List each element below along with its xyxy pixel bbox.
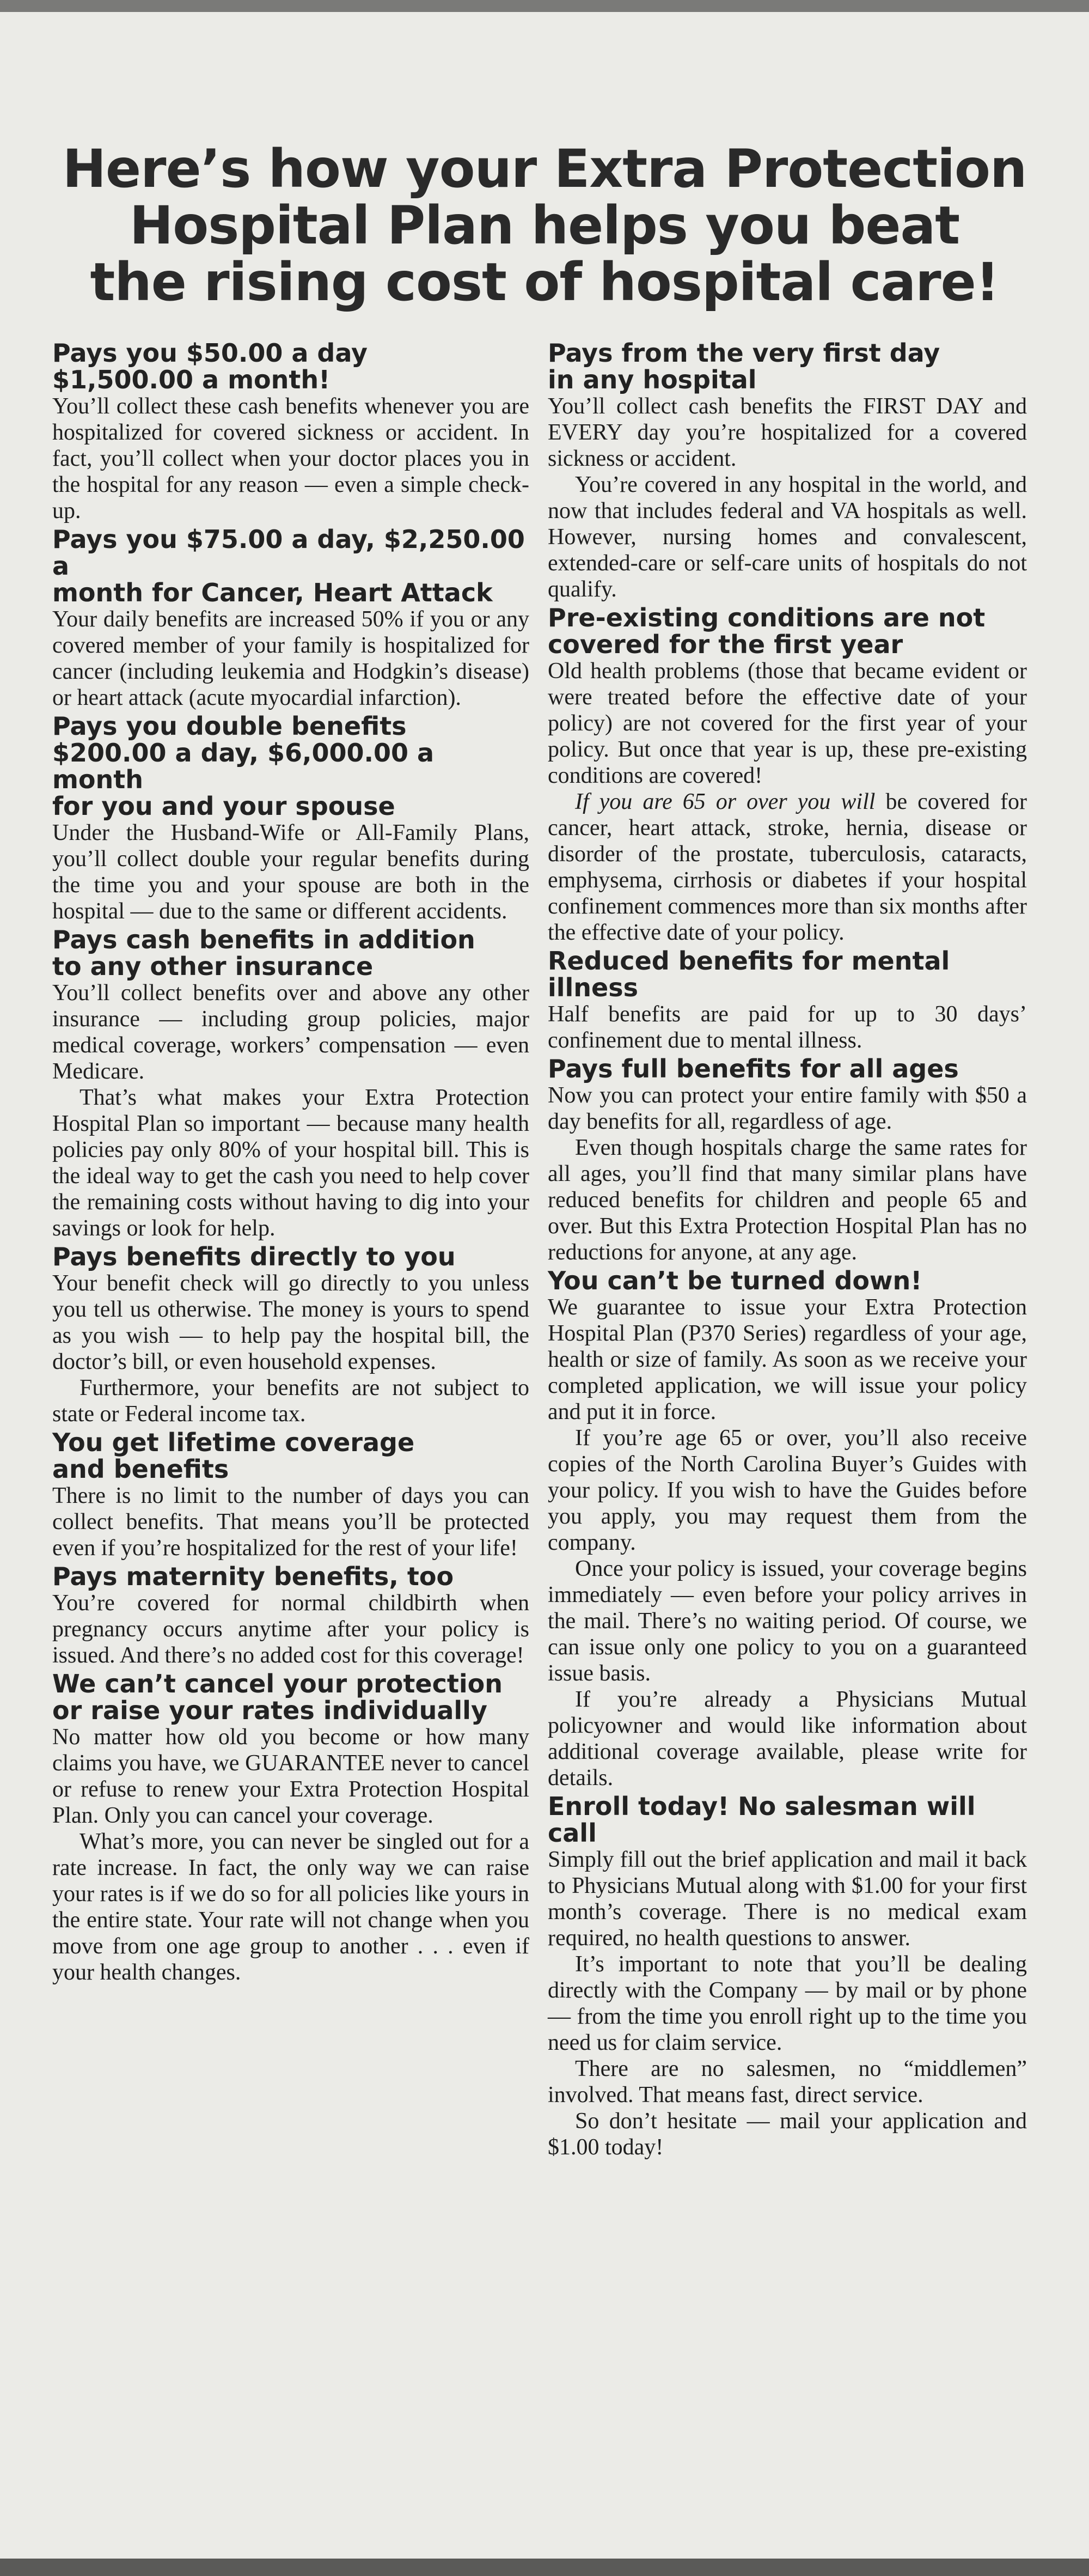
title-line: Hospital Plan helps you beat [129, 195, 960, 256]
section-paragraph: If you are 65 or over you will be covered for cancer, heart attack, stroke, hernia, disease or disorder of the prostate, tuberculosis, cataracts, emphysema, cirrhosis or diabetes if your hospital confinement commences more than six months after the effective date of your policy. [548, 789, 1027, 945]
section-paragraph: You’ll collect benefits over and above any other insurance — including group policies, major medical coverage, workers’ compensation — even Medicare. [52, 981, 529, 1084]
section-heading: Reduced benefits for mental illness [548, 946, 950, 1002]
section-paragraph: That’s what makes your Extra Protection Hospital Plan so important — because many health policies pay only 80% of your hospital bill. This is the ideal way to get the cash you need to help cover the remaining costs without having to dig into your savings or look for help. [52, 1085, 529, 1241]
section-paragraph: Once your policy is issued, your coverage begins immediately — even before your policy arrives in the mail. There’s no waiting period. Of course, we can issue only one policy to you on a guaranteed issue basis. [548, 1556, 1027, 1686]
section-paragraph: If you’re age 65 or over, you’ll also receive copies of the North Carolina Buyer’s Guides with your policy. If you wish to have the Guides before you apply, you may request them from the company. [548, 1426, 1027, 1555]
page-title [22, 138, 1067, 313]
section-other-insurance [52, 927, 529, 1241]
section-heading: Pays maternity benefits, too [52, 1562, 454, 1591]
section-double-benefits [52, 713, 529, 924]
section-heading: Pays benefits directly to you [52, 1242, 456, 1271]
section-heading: Enroll today! No salesman will call [548, 1792, 976, 1848]
section-paragraph: Old health problems (those that became evident or were treated before the effective date of your policy) are not covered for the first year of your policy. But once that year is up, these pre-existing conditions are covered! [548, 659, 1027, 788]
italic-lead: If you are 65 or over you will [575, 789, 876, 814]
section-paragraph: Now you can protect your entire family with $50 a day benefits for all, regardless of age. [548, 1083, 1027, 1134]
section-paragraph: There are no salesmen, no “middlemen” involved. That means fast, direct service. [548, 2056, 1027, 2108]
section-paragraph: Even though hospitals charge the same rates for all ages, you’ll find that many similar plans have reduced benefits for children and people 65 and over. But this Extra Protection Hospital Plan has no reductions for anyone, at any age. [548, 1135, 1027, 1265]
section-paragraph: If you’re already a Physicians Mutual policyowner and would like information about additional coverage available, please write for details. [548, 1687, 1027, 1791]
section-paragraph: Half benefits are paid for up to 30 days’ confinement due to mental illness. [548, 1002, 1027, 1053]
right-column [548, 338, 1027, 2160]
section-no-cancel [52, 1671, 529, 1986]
section-lifetime-coverage [52, 1429, 529, 1561]
section-heading: You get lifetime coverage and benefits [52, 1428, 415, 1484]
section-paragraph: Furthermore, your benefits are not subject to state or Federal income tax. [52, 1375, 529, 1427]
section-paragraph: You’ll collect these cash benefits whenever you are hospitalized for covered sickness or accident. In fact, you’ll collect when your doctor places you in the hospital for any reason — even a simple check-up. [52, 394, 529, 523]
section-first-day [548, 340, 1027, 602]
section-heading: You can’t be turned down! [548, 1266, 922, 1295]
section-paragraph: It’s important to note that you’ll be dealing directly with the Company — by mail or by phone — from the time you enroll right up to the time you need us for claim service. [548, 1952, 1027, 2055]
title-line: Here’s how your Extra Protection [62, 138, 1027, 199]
section-cannot-be-turned-down [548, 1268, 1027, 1791]
section-paragraph: Under the Husband-Wife or All-Family Plans, you’ll collect double your regular benefits during the time you and your spouse are both in the hospital — due to the same or different accidents. [52, 820, 529, 924]
section-pays-50-a-day [52, 340, 529, 524]
section-paragraph: You’re covered for normal childbirth when pregnancy occurs anytime after your policy is issued. And there’s no added cost for this coverage! [52, 1591, 529, 1668]
section-all-ages [548, 1056, 1027, 1265]
section-cancer-heart-attack [52, 526, 529, 711]
section-paragraph: There is no limit to the number of days you can collect benefits. That means you’ll be protected even if you’re hospitalized for the rest of your life! [52, 1483, 529, 1561]
section-heading: Pays you double benefits $200.00 a day, $6,000.00 a month for you and your spouse [52, 711, 435, 821]
section-heading: Pays cash benefits in addition to any other insurance [52, 925, 475, 981]
section-paragraph: What’s more, you can never be singled out for a rate increase. In fact, the only way we can raise your rates is if we do so for all policies like yours in the entire state. Your rate will not change when you move from one age group to another . . . even if your health changes. [52, 1829, 529, 1985]
section-heading: Pre-existing conditions are not covered for the first year [548, 603, 986, 659]
top-edge-band [0, 0, 1089, 12]
section-mental-illness [548, 948, 1027, 1053]
section-pre-existing [548, 605, 1027, 946]
section-heading: Pays full benefits for all ages [548, 1054, 959, 1083]
section-paragraph: Simply fill out the brief application and mail it back to Physicians Mutual along with $1.00 for your first month’s coverage. There is no medical exam required, no health questions to answer. [548, 1847, 1027, 1951]
bottom-edge-band [0, 2559, 1089, 2576]
section-paid-directly [52, 1244, 529, 1427]
section-enroll-today [548, 1793, 1027, 2160]
title-line: the rising cost of hospital care! [90, 252, 999, 313]
section-paragraph: You’re covered in any hospital in the world, and now that includes federal and VA hospitals as well. However, nursing homes and convalescent, extended-care or self-care units of hospitals do not qualify. [548, 472, 1027, 602]
section-paragraph: No matter how old you become or how many claims you have, we GUARANTEE never to cancel or refuse to renew your Extra Protection Hospital Plan. Only you can cancel your coverage. [52, 1725, 529, 1828]
section-paragraph: We guarantee to issue your Extra Protection Hospital Plan (P370 Series) regardless of your age, health or size of family. As soon as we receive your completed application, we will issue your policy and put it in force. [548, 1295, 1027, 1424]
section-paragraph: You’ll collect cash benefits the FIRST DAY and EVERY day you’re hospitalized for a covered sickness or accident. [548, 394, 1027, 471]
section-paragraph: Your daily benefits are increased 50% if you or any covered member of your family is hospitalized for cancer (including leukemia and Hodgkin’s disease) or heart attack (acute myocardial infarction). [52, 607, 529, 710]
section-heading: Pays you $50.00 a day $1,500.00 a month! [52, 338, 368, 394]
section-heading: Pays from the very first day in any hospital [548, 338, 940, 394]
section-heading: Pays you $75.00 a day, $2,250.00 a month for Cancer, Heart Attack [52, 525, 525, 607]
section-paragraph: So don’t hesitate — mail your application and $1.00 today! [548, 2109, 1027, 2160]
section-heading: We can’t cancel your protection or raise your rates individually [52, 1669, 503, 1725]
section-maternity [52, 1563, 529, 1668]
section-paragraph: Your benefit check will go directly to you unless you tell us otherwise. The money is yours to spend as you wish — to help pay the hospital bill, the doctor’s bill, or even household expenses. [52, 1271, 529, 1374]
left-column [52, 338, 529, 1986]
